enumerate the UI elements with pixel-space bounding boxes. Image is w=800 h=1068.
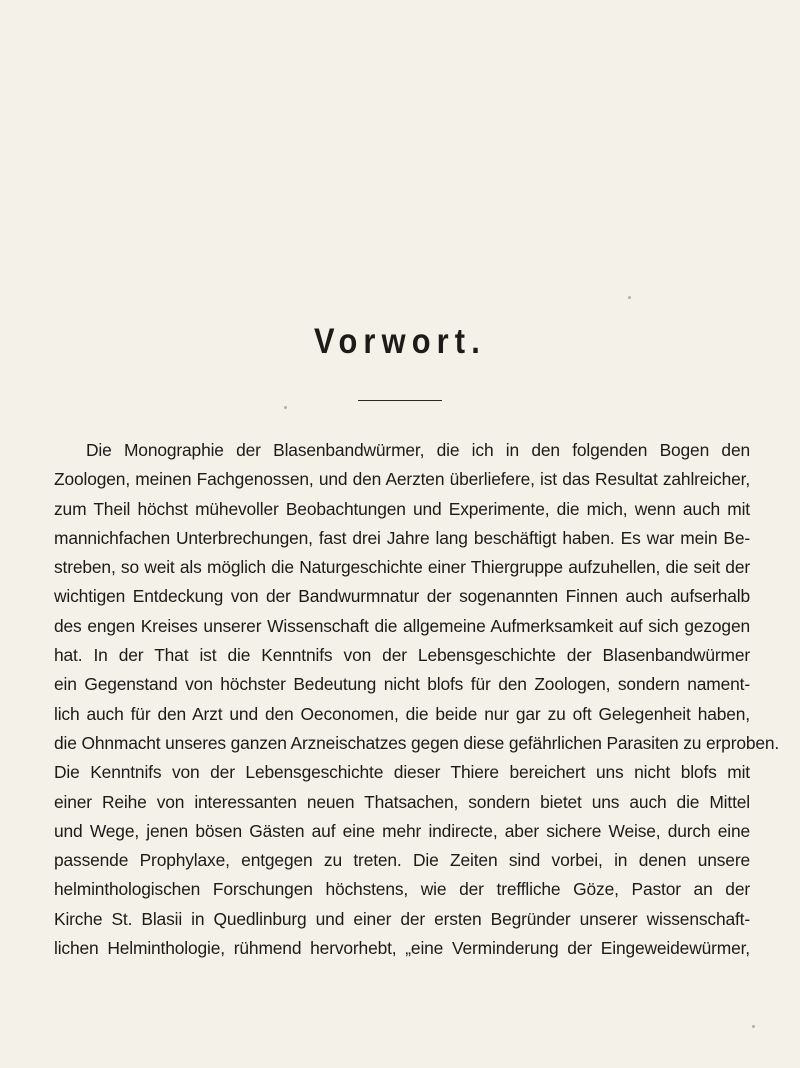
text-line: die Ohnmacht unseres ganzen Arzneischatzes gegen diese gefährlichen Parasiten zu erproben. — [54, 732, 780, 753]
text-line: Kirche St. Blasii in Quedlinburg und einer der ersten Begründer unserer wissenschaft- — [54, 908, 750, 929]
text-line: hat. In der That ist die Kenntnifs von der Lebensgeschichte der Blasenbandwürmer — [54, 645, 750, 666]
text-line: und Wege, jenen bösen Gästen auf eine mehr indirecte, aber sichere Weise, durch eine — [54, 820, 750, 841]
paper-speck — [284, 406, 287, 409]
text-line: Die Monographie der Blasenbandwürmer, die ich in den folgenden Bogen den — [86, 440, 750, 460]
text-line: Zoologen, meinen Fachgenossen, und den Aerzten überliefere, ist das Resultat zahlreicher, — [54, 469, 750, 490]
text-line: ein Gegenstand von höchster Bedeutung nicht blofs für den Zoologen, sondern nament- — [54, 674, 750, 695]
paper-speck — [752, 1025, 755, 1028]
text-line: lich auch für den Arzt und den Oeconomen, die beide nur gar zu oft Gelegenheit haben, — [54, 703, 750, 724]
text-line: des engen Kreises unserer Wissenschaft die allgemeine Aufmerksamkeit auf sich gezogen — [54, 615, 750, 636]
text-line: Die Kenntnifs von der Lebensgeschichte dieser Thiere bereichert uns nicht blofs mit — [54, 762, 750, 783]
text-line: zum Theil höchst mühevoller Beobachtungen und Experimente, die mich, wenn auch mit — [54, 498, 750, 519]
text-line: einer Reihe von interessanten neuen Thatsachen, sondern bietet uns auch die Mittel — [54, 791, 750, 812]
preface-text — [54, 436, 780, 963]
text-line: streben, so weit als möglich die Naturgeschichte einer Thiergruppe aufzuhellen, die seit der — [54, 557, 750, 578]
text-line: lichen Helminthologie, rühmend hervorhebt, „eine Verminderung der Eingeweidewürmer, — [54, 938, 750, 959]
title-divider — [358, 400, 442, 401]
text-line: helminthologischen Forschungen höchstens, wie der treffliche Göze, Pastor an der — [54, 879, 750, 900]
page-title: Vorwort. — [314, 322, 486, 361]
text-line: passende Prophylaxe, entgegen zu treten. Die Zeiten sind vorbei, in denen unsere — [54, 850, 750, 871]
text-line: wichtigen Entdeckung von der Bandwurmnatur der sogenannten Finnen auch aufserhalb — [54, 586, 750, 607]
text-line: mannichfachen Unterbrechungen, fast drei Jahre lang beschäftigt haben. Es war mein Be- — [54, 527, 750, 548]
paper-speck — [628, 296, 631, 299]
